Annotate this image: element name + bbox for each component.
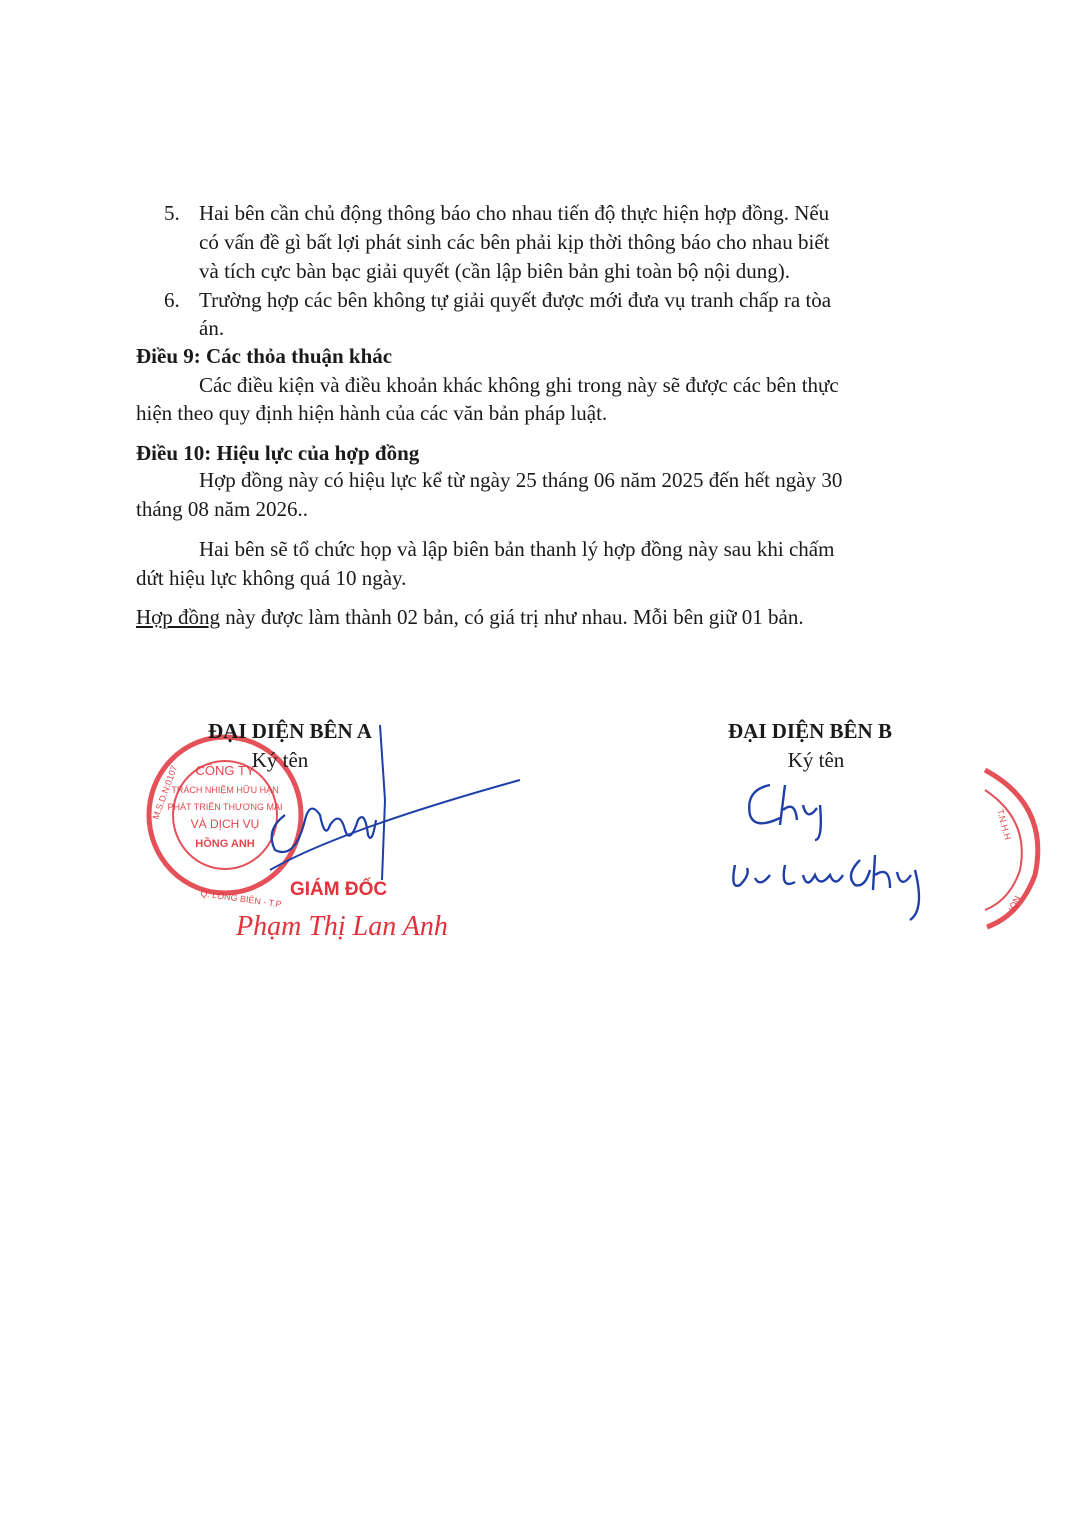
svg-text:M.S.D.N:0107: M.S.D.N:0107 xyxy=(150,764,180,821)
list-item-line: án. xyxy=(199,316,225,340)
list-item-line: Hai bên cần chủ động thông báo cho nhau tiến độ thực hiện hợp đồng. Nếu xyxy=(199,201,830,225)
closing-line xyxy=(136,603,804,631)
svg-text:VÀ DỊCH VỤ: VÀ DỊCH VỤ xyxy=(190,817,260,831)
list-number: 5. xyxy=(164,201,180,225)
svg-text:NỘI: NỘI xyxy=(1006,894,1023,913)
party-a-name: Phạm Thị Lan Anh xyxy=(236,911,448,942)
closing-rest: này được làm thành 02 bản, có giá trị như nhau. Mỗi bên giữ 01 bản. xyxy=(220,605,804,629)
svg-text:TRÁCH NHIỆM HỮU HẠN: TRÁCH NHIỆM HỮU HẠN xyxy=(171,785,279,795)
svg-text:Q. LONG BIÊN - T.P: Q. LONG BIÊN - T.P xyxy=(199,888,283,910)
paragraph-line: Hợp đồng này có hiệu lực kể từ ngày 25 tháng 06 năm 2025 đến hết ngày 30 xyxy=(199,468,843,492)
party-b-signature xyxy=(725,770,955,930)
svg-text:CÔNG TY: CÔNG TY xyxy=(195,763,255,778)
partial-stamp xyxy=(975,765,1086,935)
closing-underlined: Hợp đồng xyxy=(136,605,221,629)
svg-text:T.N.H.H: T.N.H.H xyxy=(995,807,1013,841)
article-9-heading: Điều 9: Các thỏa thuận khác xyxy=(136,344,393,368)
party-b-sign-label: Ký tên xyxy=(787,748,845,772)
list-item-line: Trường hợp các bên không tự giải quyết được mới đưa vụ tranh chấp ra tòa xyxy=(199,288,832,312)
paragraph-line: Các điều kiện và điều khoản khác không ghi trong này sẽ được các bên thực xyxy=(199,373,839,397)
party-a-position: GIÁM ĐỐC xyxy=(290,879,388,900)
list-item-line: và tích cực bàn bạc giải quyết (cần lập biên bản ghi toàn bộ nội dung). xyxy=(199,259,791,283)
party-a-sign-label: Ký tên xyxy=(251,748,309,772)
svg-text:PHÁT TRIỂN THƯƠNG MẠI: PHÁT TRIỂN THƯƠNG MẠI xyxy=(167,802,283,812)
party-b-title: ĐẠI DIỆN BÊN B xyxy=(728,719,892,743)
article-10-heading: Điều 10: Hiệu lực của hợp đồng xyxy=(136,441,420,465)
paragraph-line: Hai bên sẽ tổ chức họp và lập biên bản thanh lý hợp đồng này sau khi chấm xyxy=(199,537,835,561)
party-a-title: ĐẠI DIỆN BÊN A xyxy=(208,719,372,743)
svg-text:HỒNG ANH: HỒNG ANH xyxy=(195,838,255,850)
list-number: 6. xyxy=(164,288,180,312)
paragraph-line: dứt hiệu lực không quá 10 ngày. xyxy=(136,566,407,590)
paragraph-line: hiện theo quy định hiện hành của các văn bản pháp luật. xyxy=(136,401,608,425)
paragraph-line: tháng 08 năm 2026.. xyxy=(136,497,309,521)
list-item-line: có vấn đề gì bất lợi phát sinh các bên phải kịp thời thông báo cho nhau biết xyxy=(199,230,830,254)
